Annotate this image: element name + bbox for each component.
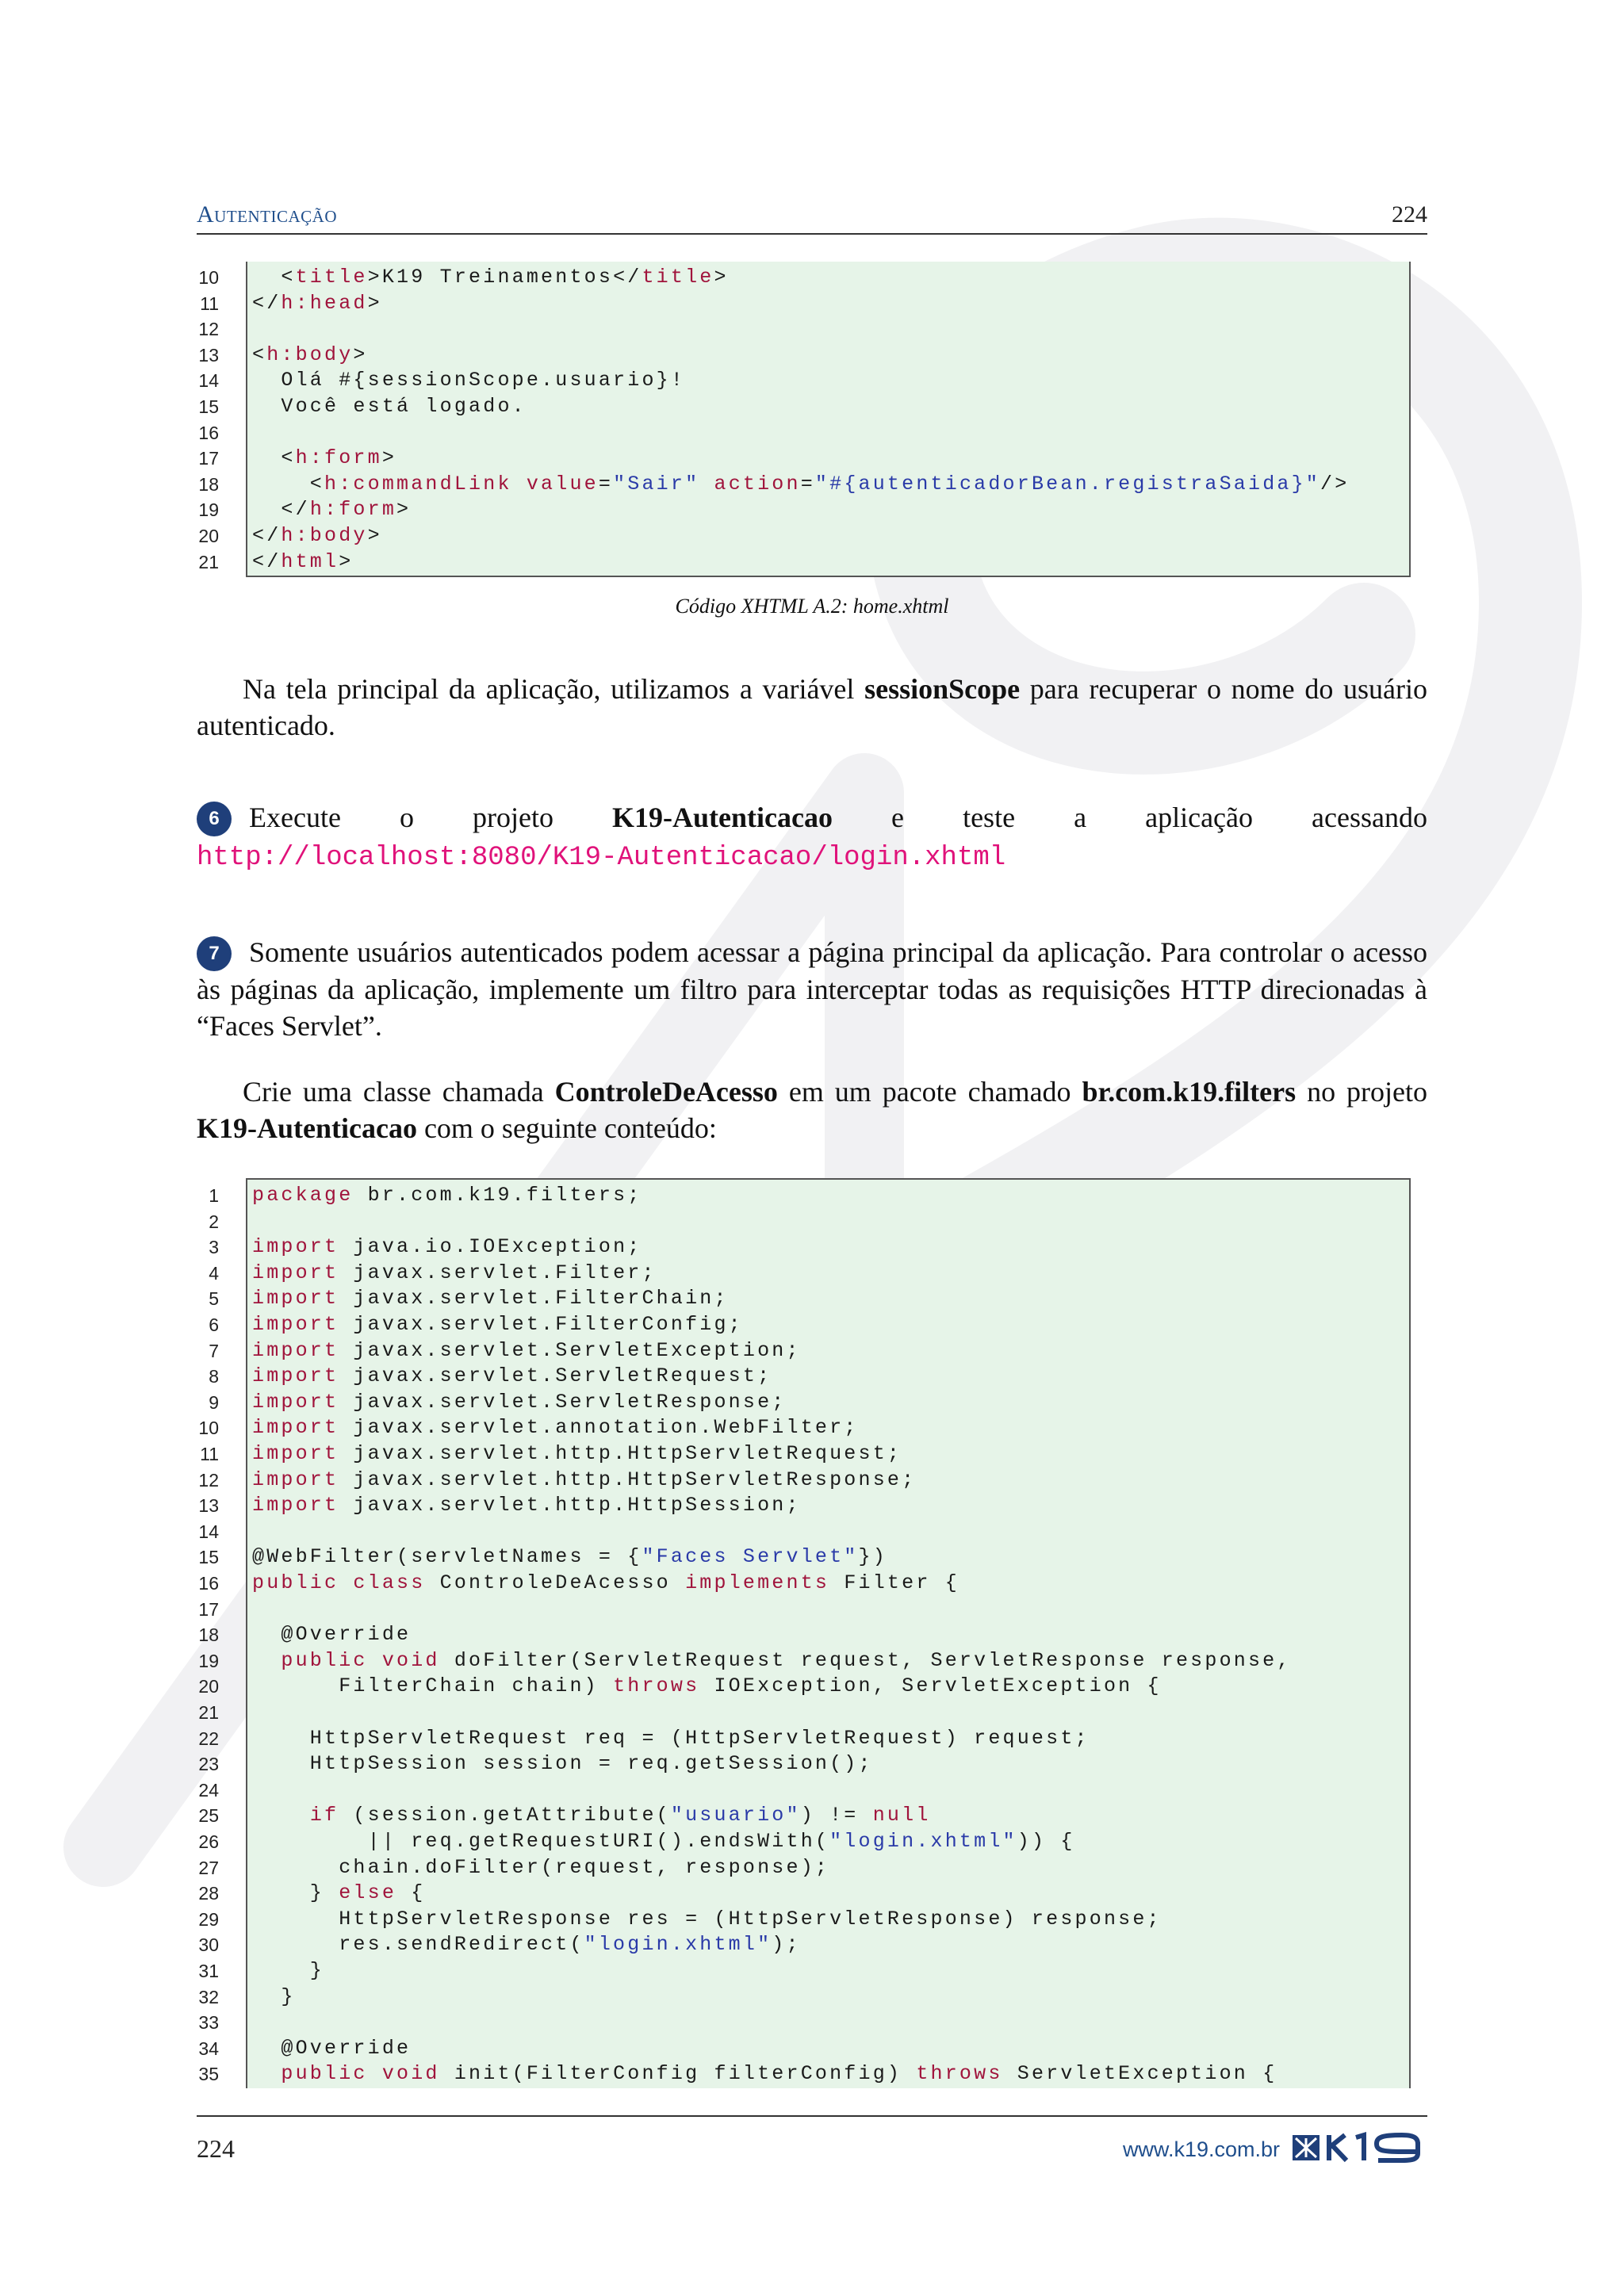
code-token: @Override — [252, 1623, 412, 1647]
line-number: 7 — [209, 1340, 219, 1361]
footer-site-url[interactable]: www.k19.com.br — [1122, 2137, 1280, 2161]
code-keyword: import — [252, 1390, 339, 1414]
code-token: doFilter(ServletRequest request, ServletResponse response, — [439, 1648, 1292, 1672]
code-keyword: void — [381, 2062, 440, 2086]
code-token: chain.doFilter(request, response); — [252, 1855, 830, 1879]
line-number: 15 — [198, 1547, 219, 1568]
line-number: 13 — [198, 344, 219, 365]
code-token — [368, 2062, 382, 2085]
text-run: Crie uma classe chamada — [243, 1076, 555, 1108]
code-text — [252, 1441, 902, 1468]
line-number: 31 — [198, 1961, 219, 1981]
line-number: 12 — [198, 1469, 219, 1490]
code-token: ControleDeAcesso — [425, 1571, 686, 1594]
code-token: </ — [252, 549, 282, 573]
line-number: 27 — [198, 1857, 219, 1878]
code-token: = — [800, 472, 815, 496]
code-keyword: public — [281, 1648, 368, 1672]
code-text — [252, 1726, 1090, 1752]
code-token: > — [353, 342, 368, 366]
listing-caption: Código XHTML A.2: home.xhtml — [675, 595, 949, 618]
text-run: para recuperar o nome do usuário autenticado. — [197, 673, 1427, 741]
code-text — [252, 1234, 642, 1261]
code-keyword: import — [252, 1442, 339, 1465]
line-number: 14 — [198, 1521, 219, 1542]
code-token: javax.servlet.http.HttpServletRequest; — [339, 1442, 902, 1465]
code-text — [252, 1493, 801, 1519]
page-footer — [197, 2115, 1427, 2180]
line-number: 24 — [198, 1779, 219, 1800]
code-token: Olá #{sessionScope.usuario}! — [252, 369, 686, 392]
code-keyword: throws — [613, 1674, 700, 1698]
code-token: HttpServletRequest req = (HttpServletRequest) request; — [252, 1726, 1090, 1750]
line-number: 17 — [198, 1598, 219, 1620]
footer-page-number: 224 — [197, 2134, 235, 2163]
code-token: < — [252, 266, 296, 289]
step-number-badge: 7 — [197, 936, 232, 971]
code-text — [252, 1984, 296, 2011]
code-text — [252, 1907, 1162, 1933]
code-text — [252, 394, 527, 420]
code-string: "login.xhtml" — [584, 1933, 772, 1957]
code-token: res.sendRedirect( — [252, 1933, 584, 1957]
chapter-title: Autenticação — [197, 201, 337, 228]
text-run: Execute o projeto — [249, 802, 613, 833]
code-text — [252, 549, 353, 576]
code-token: </ — [252, 498, 310, 522]
code-token: < — [252, 342, 267, 366]
code-keyword: public — [281, 2062, 368, 2086]
code-text — [252, 1364, 772, 1390]
code-text — [252, 1338, 801, 1364]
code-keyword: action — [714, 472, 801, 496]
line-number: 1 — [209, 1185, 219, 1206]
code-token: = — [598, 472, 614, 496]
code-text — [252, 1286, 729, 1312]
step-7-paragraph — [197, 934, 1427, 1044]
code-token: > — [396, 498, 412, 522]
text-run: com o seguinte conteúdo: — [416, 1112, 717, 1144]
code-text — [252, 1803, 931, 1829]
code-keyword: h:body — [266, 342, 354, 366]
bold-term: sessionScope — [864, 673, 1021, 705]
code-text — [252, 291, 382, 317]
code-keyword: if — [309, 1804, 339, 1827]
code-keyword: title — [295, 266, 368, 289]
code-keyword: implements — [685, 1571, 830, 1594]
code-text — [252, 1183, 642, 1209]
code-token: javax.servlet.annotation.WebFilter; — [339, 1416, 859, 1440]
code-token: > — [367, 524, 382, 547]
code-token: </ — [252, 291, 282, 315]
code-token: javax.servlet.FilterConfig; — [339, 1313, 743, 1336]
code-token: javax.servlet.Filter; — [339, 1261, 657, 1284]
code-keyword: value — [526, 472, 599, 496]
code-token: </ — [252, 524, 282, 547]
bold-term: K19-Autenticacao — [197, 1112, 417, 1144]
line-number: 17 — [198, 448, 219, 469]
line-number: 35 — [198, 2064, 219, 2085]
code-text — [252, 2036, 411, 2062]
code-token — [699, 473, 714, 496]
code-keyword: import — [252, 1364, 339, 1388]
code-text — [252, 1932, 801, 1958]
line-number: 19 — [198, 1650, 219, 1671]
header-page-number: 224 — [1392, 201, 1427, 228]
line-number: 13 — [198, 1495, 219, 1517]
code-keyword: void — [381, 1648, 440, 1672]
code-token: @WebFilter(servletNames = { — [252, 1545, 642, 1569]
code-token: javax.servlet.ServletRequest; — [339, 1364, 772, 1388]
line-number: 22 — [198, 1728, 219, 1749]
code-token: /> — [1320, 472, 1350, 496]
line-number: 5 — [209, 1288, 219, 1310]
code-token — [252, 1649, 281, 1672]
code-token — [512, 473, 527, 496]
line-number: 21 — [198, 1702, 219, 1723]
code-keyword: import — [252, 1287, 339, 1311]
line-number: 10 — [198, 1418, 219, 1439]
code-token: @Override — [252, 2036, 412, 2060]
code-string: "Sair" — [613, 472, 700, 496]
code-keyword: import — [252, 1416, 339, 1440]
code-text — [252, 342, 368, 369]
code-keyword: import — [252, 1468, 339, 1491]
line-number: 21 — [198, 551, 219, 572]
bold-term: ControleDeAcesso — [554, 1076, 778, 1108]
code-text — [252, 1881, 425, 1907]
code-keyword: html — [281, 549, 339, 573]
line-number: 32 — [198, 1986, 219, 2007]
code-token: } — [252, 1984, 296, 2008]
code-text — [252, 1312, 743, 1338]
code-token: init(FilterConfig filterConfig) — [439, 2062, 917, 2086]
code-token: Filter { — [829, 1571, 959, 1594]
code-keyword: title — [642, 266, 714, 289]
code-string: "usuario" — [670, 1804, 801, 1827]
code-text — [252, 1415, 859, 1441]
code-text — [252, 368, 685, 394]
code-keyword: import — [252, 1261, 339, 1284]
code-token: } — [252, 1881, 339, 1905]
step-number-badge: 6 — [197, 802, 232, 836]
code-text — [252, 1468, 916, 1494]
bold-term: K19-Autenticacao — [612, 802, 833, 833]
code-text — [252, 1544, 887, 1571]
code-keyword: import — [252, 1313, 339, 1336]
line-number: 25 — [198, 1805, 219, 1827]
code-keyword: h:body — [281, 524, 368, 547]
code-keyword: h:commandLink — [324, 472, 512, 496]
line-number: 3 — [209, 1237, 219, 1258]
line-number: 15 — [198, 396, 219, 417]
line-number: 23 — [198, 1754, 219, 1775]
line-number: 11 — [200, 1444, 219, 1464]
code-token: Você está logado. — [252, 395, 527, 418]
code-token — [368, 1649, 382, 1672]
text-run: Na tela principal da aplicação, utilizamos a variável — [243, 673, 865, 705]
code-token: HttpSession session = req.getSession(); — [252, 1752, 873, 1776]
code-token: FilterChain chain) — [252, 1674, 614, 1698]
code-token: > — [339, 549, 354, 573]
code-keyword: class — [353, 1571, 426, 1594]
code-token — [252, 2062, 281, 2085]
text-run: no projeto — [1296, 1076, 1428, 1108]
code-token: javax.servlet.FilterChain; — [339, 1287, 729, 1311]
code-text — [252, 265, 729, 291]
bold-term: br.com.k19.filters — [1082, 1076, 1297, 1108]
line-number: 33 — [198, 2012, 219, 2034]
line-number: 26 — [198, 1831, 219, 1852]
code-token: ) != — [800, 1804, 873, 1827]
code-keyword: import — [252, 1338, 339, 1362]
line-number: 16 — [198, 1573, 219, 1594]
code-listing-home-xhtml — [184, 262, 1409, 577]
code-token: ); — [772, 1933, 801, 1957]
code-text — [252, 1958, 324, 1984]
project-url-link[interactable]: http://localhost:8080/K19-Autenticacao/login.xhtml — [197, 843, 1006, 873]
code-token: java.io.IOException; — [339, 1235, 642, 1259]
code-keyword: package — [252, 1184, 354, 1207]
line-number: 6 — [209, 1314, 219, 1335]
code-token: )) { — [1017, 1830, 1075, 1853]
text-run: e teste a aplicação acessando — [833, 802, 1427, 833]
code-text — [252, 497, 411, 523]
line-number: 10 — [198, 267, 219, 288]
line-number: 34 — [198, 2038, 219, 2059]
line-number: 18 — [198, 473, 219, 495]
line-number: 18 — [198, 1624, 219, 1646]
code-token: > — [367, 291, 382, 315]
code-keyword: else — [339, 1881, 397, 1905]
code-keyword: import — [252, 1494, 339, 1517]
line-number: 2 — [209, 1211, 219, 1232]
step-6-paragraph — [197, 799, 1427, 876]
code-token: javax.servlet.http.HttpSession; — [339, 1494, 801, 1517]
code-token: < — [252, 446, 296, 470]
code-token: ServletException { — [1002, 2062, 1277, 2086]
code-text — [252, 1674, 1162, 1700]
code-text — [252, 472, 1349, 498]
code-token: (session.getAttribute( — [339, 1804, 671, 1827]
line-number: 9 — [209, 1391, 219, 1413]
code-token: >K19 Treinamentos</ — [367, 266, 642, 289]
code-token: javax.servlet.ServletResponse; — [339, 1390, 787, 1414]
code-string: "Faces Servlet" — [642, 1545, 859, 1569]
code-token: javax.servlet.http.HttpServletResponse; — [339, 1468, 917, 1491]
code-token: } — [252, 1959, 325, 1982]
code-text — [252, 1390, 787, 1416]
code-text — [252, 2061, 1277, 2087]
code-text — [252, 523, 382, 549]
code-text — [252, 1855, 829, 1881]
text-run: em um pacote chamado — [777, 1076, 1082, 1108]
code-token: }) — [858, 1545, 887, 1569]
code-token: br.com.k19.filters; — [353, 1184, 642, 1207]
line-number: 8 — [209, 1366, 219, 1387]
page-header — [197, 197, 1427, 235]
code-text — [252, 1751, 873, 1777]
code-token: IOException, ServletException { — [699, 1674, 1162, 1698]
code-token — [252, 1804, 310, 1827]
line-number: 30 — [198, 1934, 219, 1956]
line-number: 19 — [198, 499, 219, 521]
k19-logo-icon — [1291, 2131, 1427, 2164]
code-token: { — [396, 1881, 426, 1905]
code-keyword: throws — [916, 2062, 1003, 2086]
line-number: 11 — [200, 293, 219, 314]
code-token: HttpServletResponse res = (HttpServletResponse) response; — [252, 1907, 1162, 1931]
code-keyword: null — [872, 1804, 931, 1827]
code-keyword: h:form — [309, 498, 397, 522]
line-number: 20 — [198, 526, 219, 546]
code-text — [252, 1261, 657, 1287]
code-text — [252, 1648, 1292, 1674]
code-text — [252, 1829, 1075, 1855]
code-keyword: public — [252, 1571, 339, 1594]
code-string: "#{autenticadorBean.registraSaida}" — [814, 472, 1321, 496]
code-text — [252, 1622, 411, 1648]
code-keyword: import — [252, 1235, 339, 1259]
line-number: 14 — [198, 370, 219, 392]
code-keyword: h:form — [295, 446, 382, 470]
code-token: || req.getRequestURI().endsWith( — [252, 1830, 830, 1853]
code-text — [252, 1571, 959, 1597]
line-number: 12 — [198, 319, 219, 340]
line-number: 20 — [198, 1676, 219, 1697]
code-string: "login.xhtml" — [829, 1830, 1017, 1853]
code-keyword: h:head — [281, 291, 368, 315]
text-run: Somente usuários autenticados podem acessar a página principal da aplicação. Para controlar o acesso às páginas da aplicação, implemente um filtro para interceptar todas as requisições HTTP direcionadas à “Faces Servlet”. — [197, 936, 1427, 1042]
code-listing-controle-de-acesso — [184, 1178, 1409, 2087]
code-token: > — [714, 266, 729, 289]
code-text — [252, 446, 396, 472]
code-token: javax.servlet.ServletException; — [339, 1338, 801, 1362]
line-number: 28 — [198, 1883, 219, 1904]
paragraph-create-class — [197, 1073, 1427, 1146]
line-number: 16 — [198, 422, 219, 443]
code-token: < — [252, 472, 325, 496]
code-token: > — [381, 446, 397, 470]
line-number: 4 — [209, 1262, 219, 1284]
line-number: 29 — [198, 1908, 219, 1930]
code-token — [339, 1571, 353, 1594]
paragraph-sessionscope — [197, 671, 1427, 744]
